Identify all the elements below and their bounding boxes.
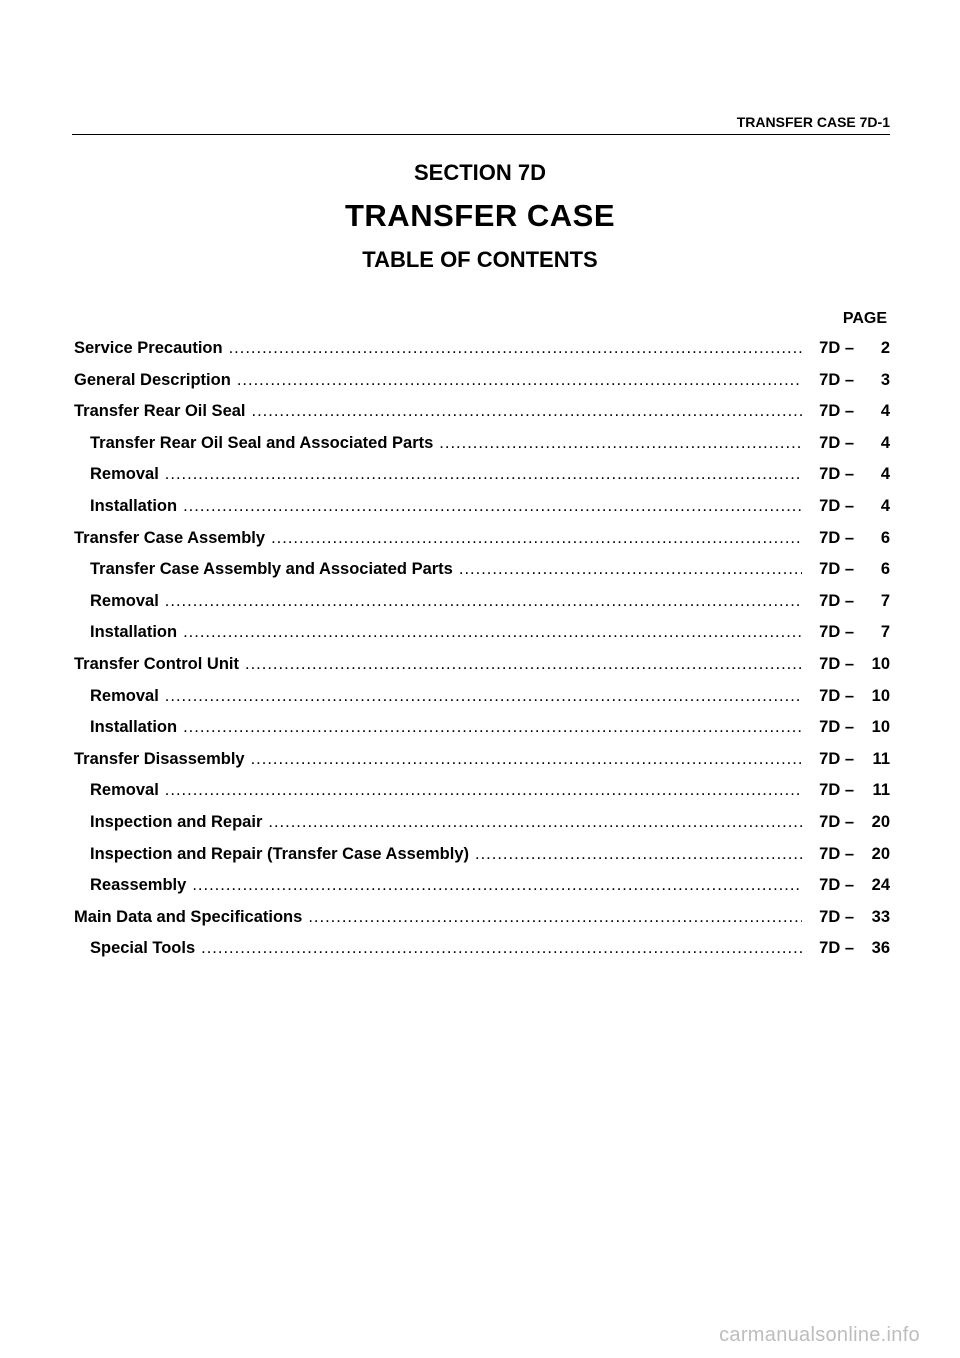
toc-entry-section: 7D – [819, 433, 854, 452]
toc-entry-page-ref [802, 339, 890, 358]
toc-entry-section: 7D – [819, 623, 854, 642]
toc-entry-page-ref [802, 718, 890, 737]
toc-entry[interactable] [74, 813, 890, 845]
page-column-label: PAGE [842, 310, 887, 327]
toc-entry-section: 7D – [819, 496, 854, 515]
toc-entry-page-ref [802, 876, 890, 895]
toc-entry-page-ref [802, 750, 890, 769]
toc-entry-label: Removal [90, 781, 159, 800]
toc-entry[interactable] [74, 750, 890, 782]
toc-entry-section: 7D – [819, 876, 854, 895]
toc-entry-page-number: 11 [872, 781, 890, 800]
toc-entry[interactable] [74, 908, 890, 940]
toc-entry-page-number: 20 [871, 844, 890, 863]
toc-entry-page-ref [802, 813, 890, 832]
toc-entry-page-number: 10 [871, 718, 890, 737]
dot-leader [245, 655, 802, 674]
toc-entry-page-ref [802, 592, 890, 611]
toc-entry-page-number: 10 [871, 686, 890, 705]
toc-entry-section: 7D – [819, 781, 854, 800]
toc-entry-section: 7D – [819, 907, 854, 926]
dot-leader [165, 465, 802, 484]
toc-entry-section: 7D – [819, 654, 854, 673]
dot-leader [165, 687, 802, 706]
toc-entry-section: 7D – [819, 560, 854, 579]
dot-leader [237, 371, 802, 390]
toc-entry-section: 7D – [819, 718, 854, 737]
toc-entry-page-number: 6 [880, 528, 890, 547]
dot-leader [271, 529, 802, 548]
toc-entry-section: 7D – [819, 686, 854, 705]
running-header [72, 112, 890, 135]
toc-entry-label: Installation [90, 623, 178, 642]
toc-entry-page-ref [802, 939, 890, 958]
dot-leader [183, 623, 802, 642]
toc-entry-page-ref [802, 908, 890, 927]
toc-entry-label: Transfer Rear Oil Seal [74, 402, 246, 421]
toc-entry-page-number: 4 [880, 433, 890, 452]
toc-entry-page-number: 2 [880, 339, 890, 357]
toc-entry-page-number: 4 [880, 402, 890, 421]
toc-entry[interactable] [74, 402, 890, 434]
toc-entry-section: 7D – [819, 812, 854, 831]
toc-entry-page-ref [802, 687, 890, 706]
dot-leader [459, 560, 802, 579]
toc-entry-page-number: 20 [871, 812, 890, 831]
toc-entry-page-number: 7 [880, 591, 890, 610]
table-of-contents [74, 339, 890, 971]
toc-entry-page-number: 10 [871, 654, 890, 673]
toc-entry[interactable] [74, 655, 890, 687]
toc-entry[interactable] [74, 529, 890, 561]
dot-leader [252, 402, 802, 421]
toc-entry-label: General Description [74, 370, 231, 389]
dot-leader [201, 939, 802, 958]
toc-entry-page-ref [802, 434, 890, 453]
running-header-title: TRANSFER CASE 7D-1 [736, 114, 890, 130]
toc-entry-page-ref [802, 560, 890, 579]
toc-entry-section: 7D – [819, 591, 854, 610]
toc-entry-page-number: 24 [871, 876, 890, 895]
toc-entry-label: Installation [90, 496, 178, 515]
toc-entry-label: Transfer Rear Oil Seal and Associated Parts [90, 433, 434, 452]
toc-entry[interactable] [74, 371, 890, 403]
toc-entry-section: 7D – [819, 370, 854, 389]
dot-leader [475, 845, 802, 864]
watermark: carmanualsonline.info [719, 1324, 920, 1346]
toc-entry-section: 7D – [819, 528, 854, 547]
toc-entry[interactable] [74, 845, 890, 877]
toc-entry-page-number: 4 [880, 496, 890, 515]
toc-entry[interactable] [74, 718, 890, 750]
toc-entry-page-number: 11 [872, 749, 890, 768]
page-title: TRANSFER CASE [344, 198, 615, 233]
toc-entry-label: Reassembly [90, 876, 187, 895]
toc-entry-page-ref [802, 529, 890, 548]
toc-entry[interactable] [74, 592, 890, 624]
toc-entry[interactable] [74, 687, 890, 719]
toc-entry-page-ref [802, 655, 890, 674]
toc-entry-label: Inspection and Repair [90, 812, 263, 831]
toc-entry-label: Removal [90, 591, 159, 610]
toc-entry-page-number: 3 [880, 370, 890, 389]
dot-leader [439, 434, 802, 453]
toc-entry-label: Transfer Control Unit [74, 654, 240, 673]
toc-entry-page-ref [802, 845, 890, 864]
toc-entry[interactable] [74, 339, 890, 371]
toc-entry-label: Removal [90, 686, 159, 705]
toc-entry-page-ref [802, 497, 890, 516]
dot-leader [251, 750, 802, 769]
toc-entry[interactable] [74, 497, 890, 529]
toc-entry-label: Transfer Disassembly [74, 749, 245, 768]
toc-entry-label: Transfer Case Assembly and Associated Parts [90, 560, 453, 579]
toc-entry-page-number: 36 [871, 939, 890, 958]
toc-entry-section: 7D – [819, 749, 854, 768]
dot-leader [308, 908, 802, 927]
toc-entry-section: 7D – [819, 402, 854, 421]
toc-entry-page-number: 6 [880, 560, 890, 579]
section-number: SECTION 7D [413, 160, 547, 185]
toc-entry-page-ref [802, 371, 890, 390]
toc-entry-page-ref [802, 623, 890, 642]
dot-leader [183, 718, 802, 737]
dot-leader [268, 813, 802, 832]
dot-leader [229, 339, 802, 358]
toc-entry-label: Main Data and Specifications [74, 907, 303, 926]
toc-entry-page-ref [802, 402, 890, 421]
toc-entry-section: 7D – [819, 339, 854, 357]
toc-entry[interactable] [74, 434, 890, 466]
toc-entry-section: 7D – [819, 844, 854, 863]
toc-entry[interactable] [74, 939, 890, 971]
dot-leader [192, 876, 802, 895]
toc-entry-page-ref [802, 781, 890, 800]
toc-entry[interactable] [74, 876, 890, 908]
toc-entry-page-number: 33 [871, 907, 890, 926]
toc-entry-label: Service Precaution [74, 339, 223, 357]
dot-leader [165, 592, 802, 611]
toc-entry-label: Inspection and Repair (Transfer Case Assembly) [90, 844, 470, 863]
toc-entry[interactable] [74, 560, 890, 592]
toc-entry-section: 7D – [819, 939, 854, 958]
toc-entry[interactable] [74, 623, 890, 655]
toc-entry-page-ref [802, 465, 890, 484]
toc-entry-label: Transfer Case Assembly [74, 528, 266, 547]
toc-entry-label: Removal [90, 465, 159, 484]
toc-entry-section: 7D – [819, 465, 854, 484]
toc-entry[interactable] [74, 781, 890, 813]
toc-entry-page-number: 4 [880, 465, 890, 484]
toc-entry[interactable] [74, 465, 890, 497]
toc-entry-label: Installation [90, 718, 178, 737]
toc-heading: TABLE OF CONTENTS [362, 247, 598, 272]
dot-leader [165, 781, 802, 800]
toc-entry-label: Special Tools [90, 939, 196, 958]
dot-leader [183, 497, 802, 516]
toc-entry-page-number: 7 [880, 623, 890, 642]
